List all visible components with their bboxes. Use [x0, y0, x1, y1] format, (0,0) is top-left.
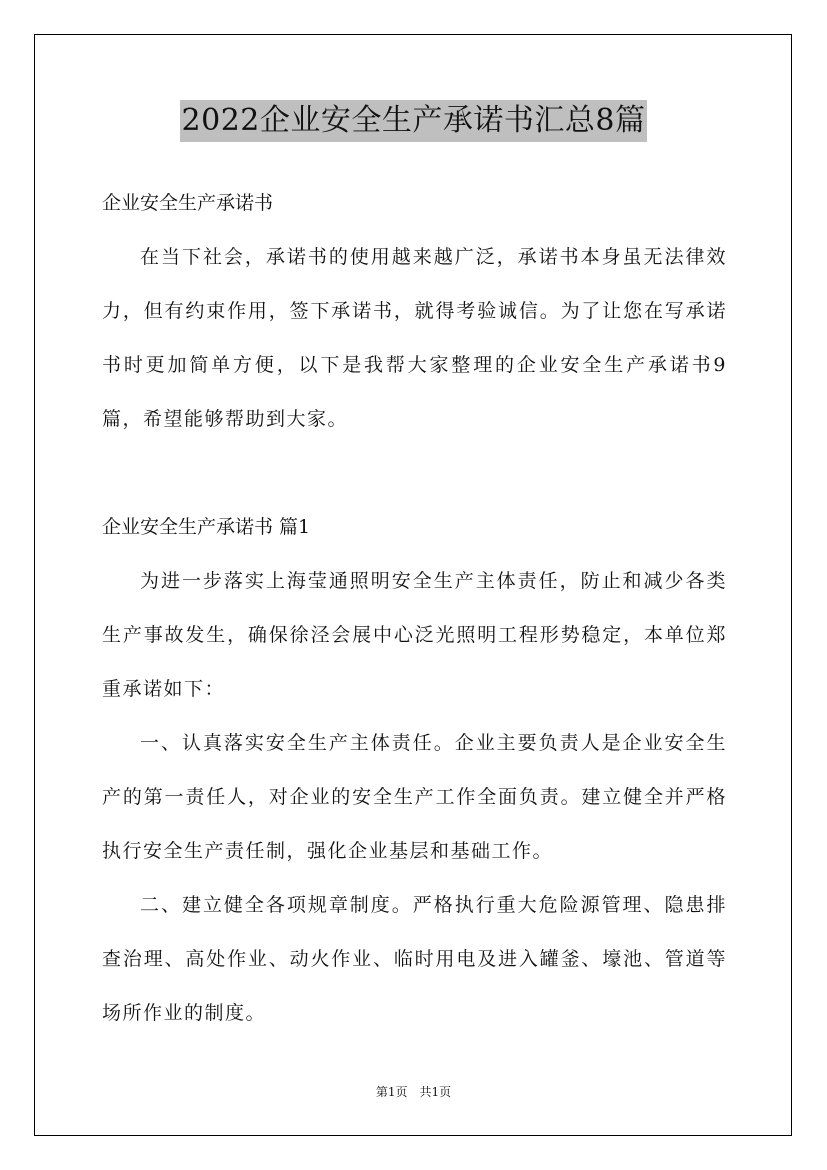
document-body [102, 176, 727, 1040]
section-heading-piece1: 企业安全生产承诺书 篇1 [102, 516, 311, 538]
spacer [102, 446, 727, 500]
intro-paragraph: 在当下社会，承诺书的使用越来越广泛，承诺书本身虽无法律效力，但有约束作用，签下承诺书，就得考验诚信。为了让您在写承诺书时更加简单方便，以下是我帮大家整理的企业安全生产承诺书9篇，希望能够帮助到大家。 [102, 246, 727, 430]
body-paragraph-3: 二、建立健全各项规章制度。严格执行重大危险源管理、隐患排查治理、高处作业、动火作业、临时用电及进入罐釜、壕池、管道等场所作业的制度。 [102, 894, 727, 1024]
body-paragraph-2: 一、认真落实安全生产主体责任。企业主要负责人是企业安全生产的第一责任人，对企业的安全生产工作全面负责。建立健全并严格执行安全生产责任制，强化企业基层和基础工作。 [102, 732, 727, 862]
title-container [0, 100, 827, 142]
body-paragraph-1: 为进一步落实上海莹通照明安全生产主体责任，防止和减少各类生产事故发生，确保徐泾会展中心泛光照明工程形势稳定，本单位郑重承诺如下： [102, 570, 727, 700]
page-footer: 第1页 共1页 [375, 1085, 452, 1099]
document-title: 2022企业安全生产承诺书汇总8篇 [180, 100, 648, 142]
section-heading-intro: 企业安全生产承诺书 [102, 192, 274, 214]
